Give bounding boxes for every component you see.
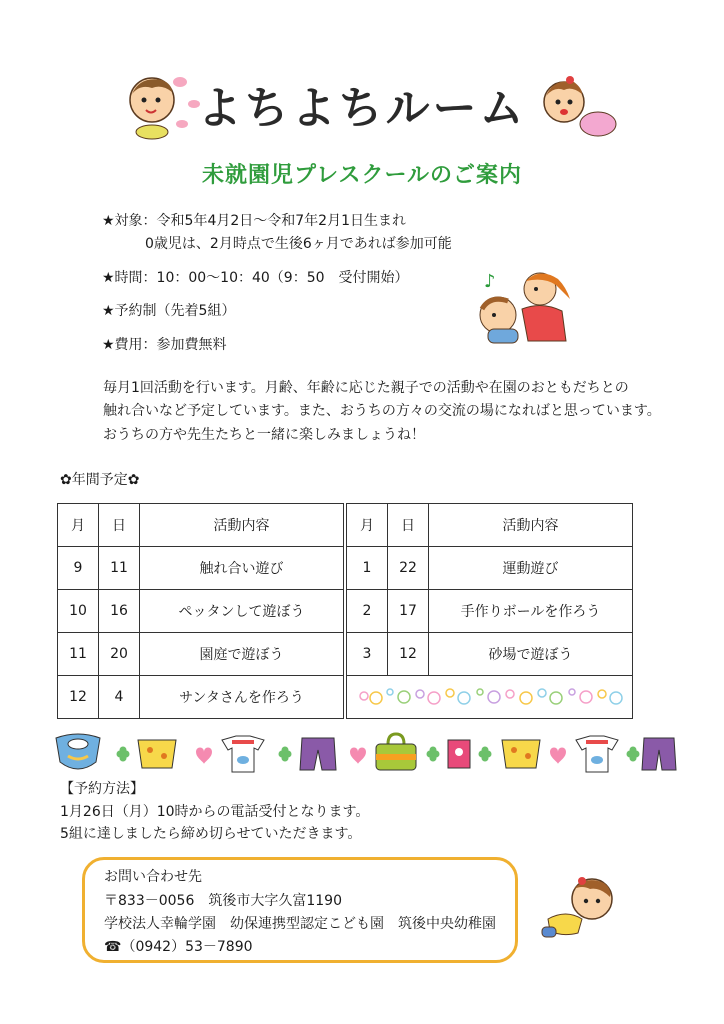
table-row — [58, 633, 344, 676]
crawling-baby-icon — [538, 72, 620, 140]
bubbles-decoration-cell — [347, 676, 633, 719]
shirt-icon — [576, 736, 618, 772]
description-line-1: 毎月1回活動を行います。月齢、年齢に応じた親子での活動や在園のおともだちとの — [103, 380, 629, 396]
booking-heading: 【予約方法】 — [60, 781, 144, 797]
header-day: 日 — [388, 504, 429, 547]
cell-day: 22 — [388, 547, 429, 590]
cell-month: 9 — [58, 547, 99, 590]
heart-icon — [350, 748, 366, 765]
subtitle: 未就園児プレスクールのご案内 — [201, 163, 523, 188]
heart-icon — [550, 748, 566, 765]
clover-icon — [427, 747, 440, 762]
cell-activity: ペッタンして遊ぼう — [140, 590, 344, 633]
clover-icon — [279, 747, 292, 762]
decoration-row — [50, 732, 680, 776]
info-time: ★時間：10：00～10：40（9：50 受付開始） — [102, 270, 409, 286]
picture-book-icon — [448, 740, 470, 768]
mother-feeding-baby-icon — [470, 265, 580, 345]
heart-icon — [196, 748, 212, 765]
cell-month: 2 — [347, 590, 388, 633]
clover-icon — [627, 747, 640, 762]
cell-day: 16 — [99, 590, 140, 633]
table-row — [347, 590, 633, 633]
header-activity: 活動内容 — [429, 504, 633, 547]
crawling-child-icon — [538, 875, 618, 945]
cell-activity: 触れ合い遊び — [140, 547, 344, 590]
cell-month: 12 — [58, 676, 99, 719]
cell-day: 17 — [388, 590, 429, 633]
booking-line-2: 5組に達しましたら締め切らせていただきます。 — [60, 826, 362, 842]
clover-icon — [117, 747, 130, 762]
booking-line-1: 1月26日（月）10時からの電話受付となります。 — [60, 804, 370, 820]
cell-day: 11 — [99, 547, 140, 590]
cell-month: 1 — [347, 547, 388, 590]
table-header-row — [58, 504, 344, 547]
schedule-table-left — [57, 503, 344, 719]
schedule-table-right — [346, 503, 633, 719]
diaper-icon — [138, 740, 176, 768]
cell-month: 3 — [347, 633, 388, 676]
shirt-icon — [222, 736, 264, 772]
header-month: 月 — [347, 504, 388, 547]
table-row — [347, 547, 633, 590]
contact-address: 〒833－0056 筑後市大字久富1190 — [104, 893, 342, 909]
pants-icon — [300, 738, 336, 770]
diaper-icon — [502, 740, 540, 768]
contact-phone: ☎（0942）53－7890 — [104, 939, 253, 955]
cell-activity: 手作りボールを作ろう — [429, 590, 633, 633]
table-row — [58, 547, 344, 590]
bubbles-decoration — [350, 680, 630, 710]
cell-month: 10 — [58, 590, 99, 633]
description-line-2: 触れ合いなど予定しています。また、おうちの方々の交流の場になればと思っています。 — [103, 403, 661, 419]
schedule-heading: ✿年間予定✿ — [60, 472, 140, 488]
pants-icon — [642, 738, 676, 770]
header-month: 月 — [58, 504, 99, 547]
table-row — [58, 676, 344, 719]
contact-organization: 学校法人幸輪学園 幼保連携型認定こども園 筑後中央幼稚園 — [104, 916, 496, 932]
cell-activity: 園庭で遊ぼう — [140, 633, 344, 676]
info-reservation: ★予約制（先着5組） — [102, 303, 236, 319]
page-title: よちよちルーム — [197, 83, 527, 134]
cell-day: 12 — [388, 633, 429, 676]
cell-activity: 砂場で遊ぼう — [429, 633, 633, 676]
table-row — [347, 676, 633, 719]
cell-day: 20 — [99, 633, 140, 676]
info-target: ★対象：令和5年4月2日～令和7年2月1日生まれ — [102, 213, 406, 229]
info-fee: ★費用：参加費無料 — [102, 337, 227, 353]
cell-activity: サンタさんを作ろう — [140, 676, 344, 719]
header-day: 日 — [99, 504, 140, 547]
header-activity: 活動内容 — [140, 504, 344, 547]
cell-activity: 運動遊び — [429, 547, 633, 590]
cell-month: 11 — [58, 633, 99, 676]
bib-icon — [56, 734, 100, 769]
contact-heading: お問い合わせ先 — [104, 869, 202, 885]
clover-icon — [479, 747, 492, 762]
description-line-3: おうちの方や先生たちと一緒に楽しみましょうね！ — [103, 427, 425, 443]
cell-day: 4 — [99, 676, 140, 719]
svg-text:♪: ♪ — [484, 271, 496, 292]
info-target-note: 0歳児は、2月時点で生後6ヶ月であれば参加可能 — [145, 236, 452, 252]
bag-icon — [376, 734, 416, 770]
table-row — [58, 590, 344, 633]
table-row — [347, 633, 633, 676]
table-header-row — [347, 504, 633, 547]
